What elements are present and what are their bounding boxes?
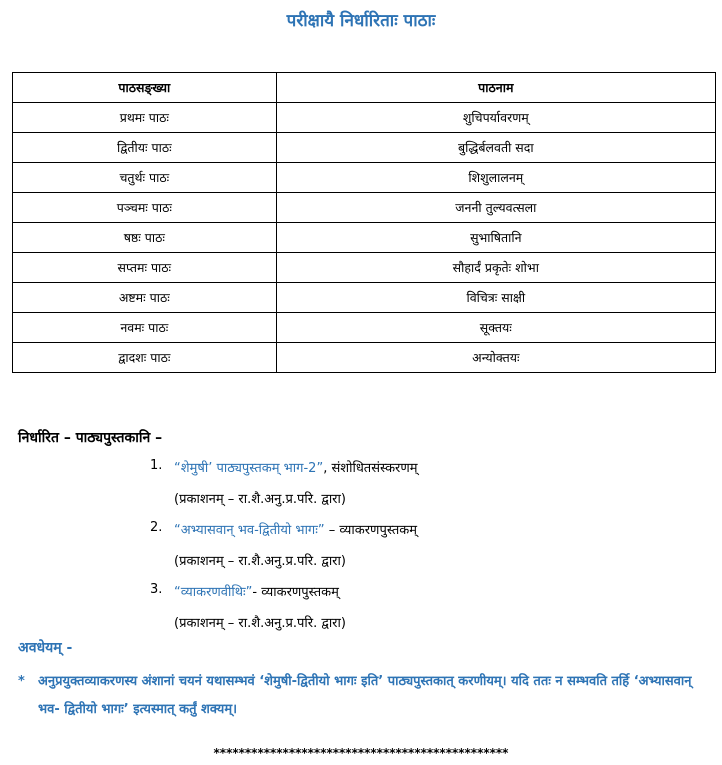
table-row [13,163,716,193]
note-heading: अवधेयम् - [18,640,73,656]
lesson-number-cell: सप्तमः पाठः [13,253,277,283]
list-item-number: 2. [150,520,163,535]
table-row [13,313,716,343]
footer-separator: *********************************************** [213,746,509,760]
lesson-number-cell: अष्टमः पाठः [13,283,277,313]
lesson-name-cell: जननी तुल्यवत्सला [276,193,715,223]
lesson-name-cell: सुभाषितानि [276,223,715,253]
lesson-name-cell: शिशुलालनम् [276,163,715,193]
textbook-publisher: (प्रकाशनम् – रा.शै.अनु.प्र.परि. द्वारा) [174,492,346,507]
asterisk-bullet: * [18,674,25,689]
table-row [13,103,716,133]
lesson-number-cell: द्वितीयः पाठः [13,133,277,163]
page-title: परीक्षायै निर्धारिताः पाठाः [286,11,436,31]
textbook-title-line [174,520,417,538]
list-item-number: 3. [150,582,163,597]
textbook-type: – व्याकरणपुस्तकम् [324,523,418,538]
textbook-name: “अभ्यासवान् भव-द्वितीयो भागः” [174,523,325,538]
textbook-title-line [174,582,339,600]
textbooks-heading: निर्धारित – पाठ्यपुस्तकानि – [18,430,163,446]
table-row [13,133,716,163]
table-row [13,343,716,373]
lesson-name-cell: विचित्रः साक्षी [276,283,715,313]
column-header-lesson-number: पाठसङ्ख्या [13,73,277,103]
list-item-number: 1. [150,458,163,473]
lesson-name-cell: शुचिपर्यावरणम् [276,103,715,133]
table-row [13,253,716,283]
lessons-table [12,72,716,373]
textbook-publisher: (प्रकाशनम् – रा.शै.अनु.प्र.परि. द्वारा) [174,554,346,569]
table-header-row [13,73,716,103]
column-header-lesson-name: पाठनाम [276,73,715,103]
note-body [18,668,708,724]
lesson-number-cell: चतुर्थः पाठः [13,163,277,193]
textbook-type: , संशोधितसंस्करणम् [323,461,418,476]
table-row [13,283,716,313]
textbook-publisher: (प्रकाशनम् – रा.शै.अनु.प्र.परि. द्वारा) [174,616,346,631]
textbook-name: “व्याकरणवीथिः” [174,585,253,600]
lesson-name-cell: सौहार्दं प्रकृतेः शोभा [276,253,715,283]
lesson-number-cell: प्रथमः पाठः [13,103,277,133]
textbook-type: - व्याकरणपुस्तकम् [252,585,339,600]
textbook-title-line [174,458,418,476]
table-row [13,223,716,253]
lesson-number-cell: द्वादशः पाठः [13,343,277,373]
lesson-number-cell: नवमः पाठः [13,313,277,343]
lesson-name-cell: सूक्तयः [276,313,715,343]
textbook-name: “शेमुषी’ पाठ्यपुस्तकम् भाग-2” [174,461,324,476]
lesson-name-cell: अन्योक्तयः [276,343,715,373]
note-text: अनुप्रयुक्तव्याकरणस्य अंशानां चयनं यथासम्भवं ‘शेमुषी-द्वितीयो भागः इति’ पाठ्यपुस्तकात् करणीयम्। यदि ततः न सम्भवति तर्हि ‘अभ्यासवान् भव- द्वितीयो भागः’ इत्यस्मात् कर्तुं शक्यम्। [38,674,692,717]
lesson-name-cell: बुद्धिर्बलवती सदा [276,133,715,163]
table-row [13,193,716,223]
lesson-number-cell: षष्ठः पाठः [13,223,277,253]
lesson-number-cell: पञ्चमः पाठः [13,193,277,223]
